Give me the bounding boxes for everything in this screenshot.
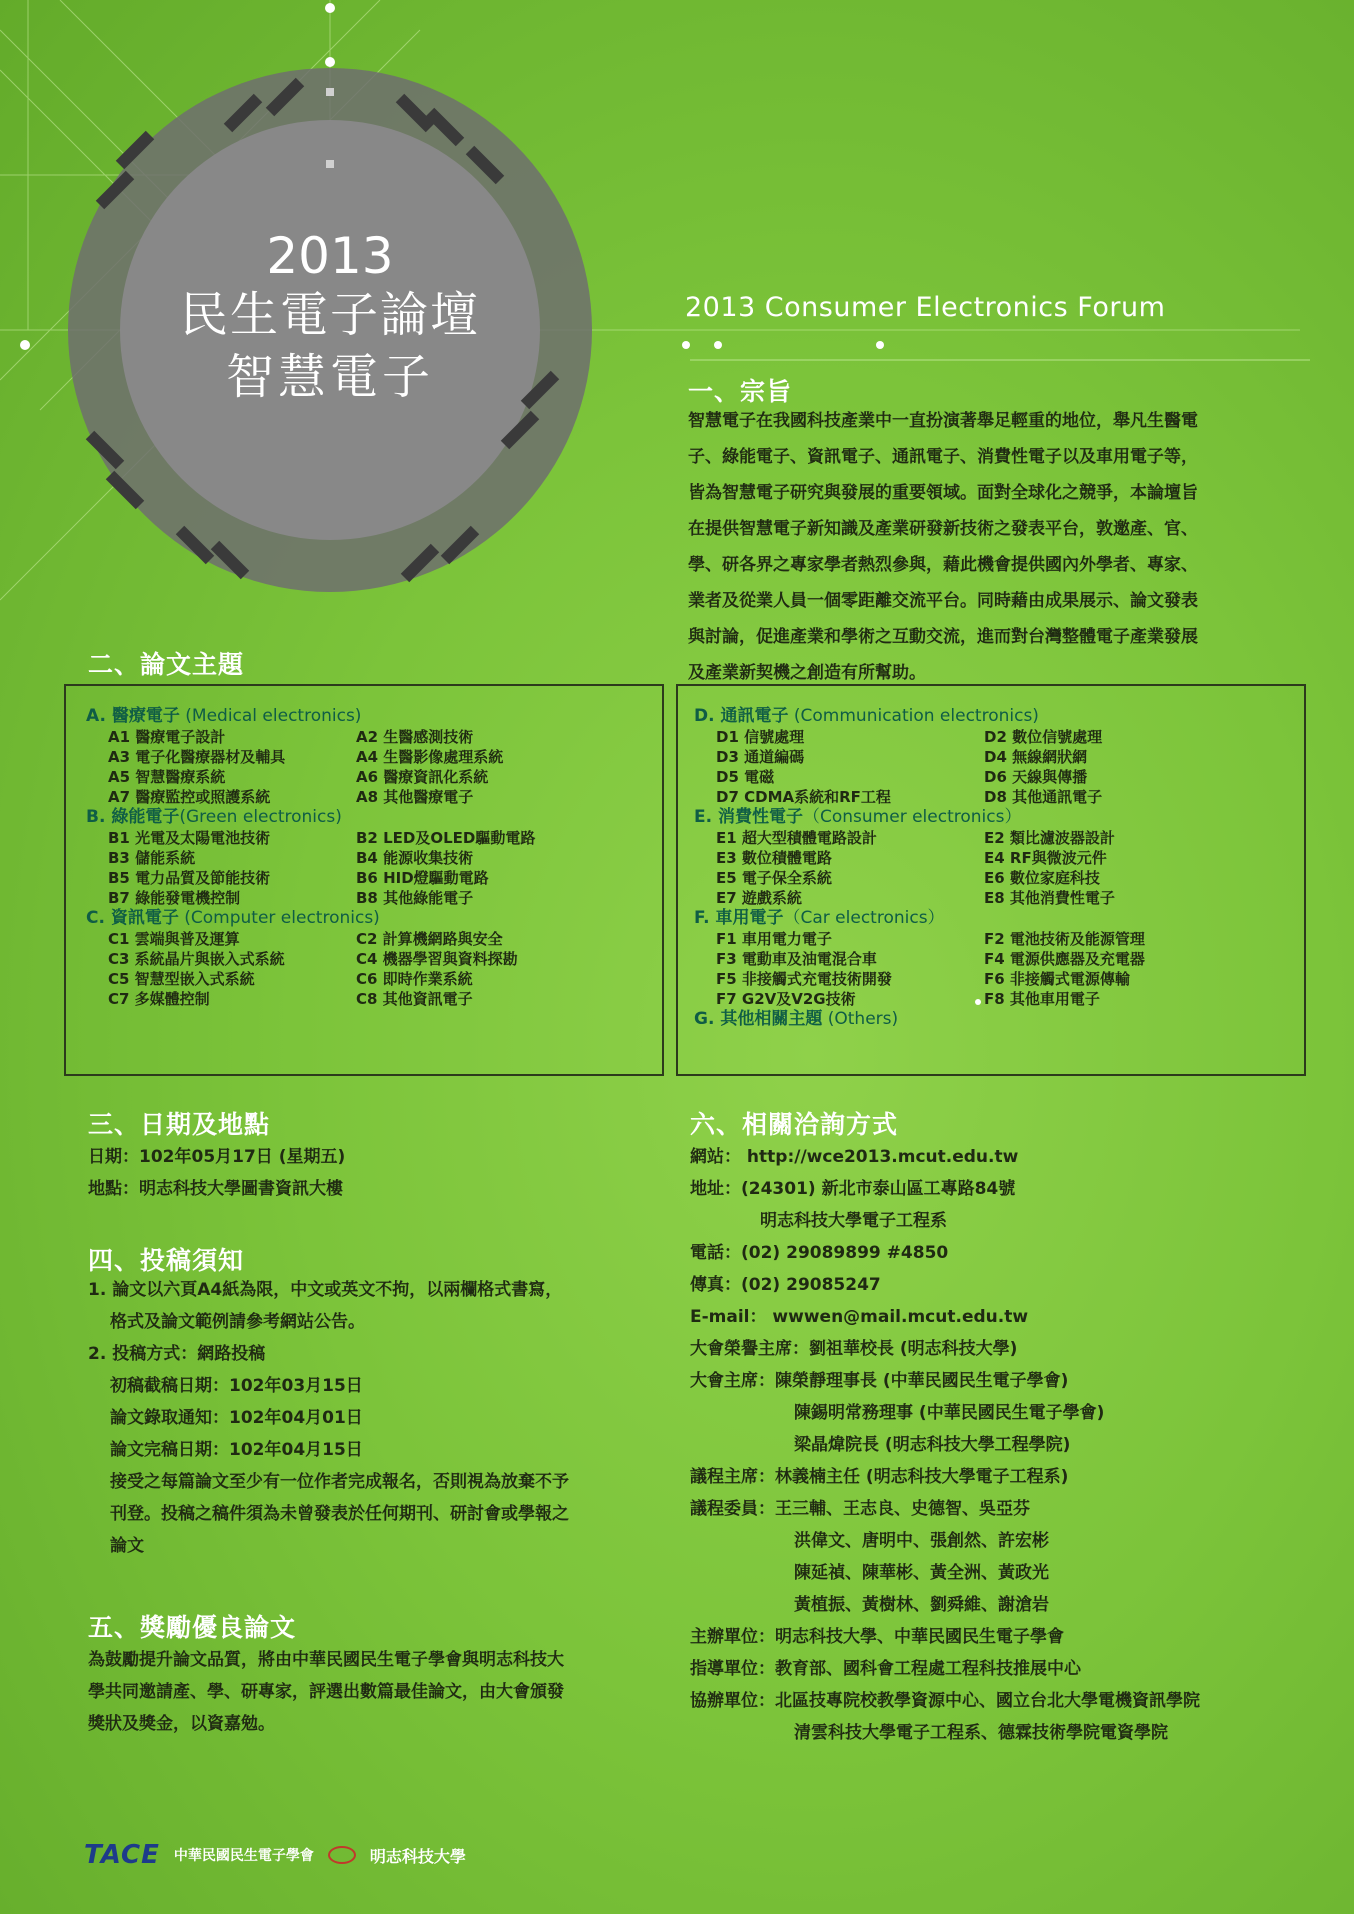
category-en: （Car electronics） <box>783 908 945 928</box>
topic-item: D2 數位信號處理 <box>984 728 1103 746</box>
category-zh: A. 醫療電子 <box>86 706 180 726</box>
award-line: 獎狀及獎金，以資嘉勉。 <box>88 1714 275 1734</box>
topic-item: D3 通道編碼 <box>716 748 805 766</box>
tace-logo: TACE <box>84 1840 160 1870</box>
topic-item: C4 機器學習與資料探勘 <box>356 950 518 968</box>
category-en: (Medical electronics) <box>179 706 362 726</box>
award-line: 學共同邀請產、學、研專家，評選出數篇最佳論文，由大會頒發 <box>88 1682 564 1702</box>
event-place: 地點：明志科技大學圖書資訊大樓 <box>88 1179 343 1199</box>
topic-item: A4 生醫影像處理系統 <box>356 748 504 766</box>
topic-item: C3 系統晶片與嵌入式系統 <box>108 950 285 968</box>
topic-item: F4 電源供應器及充電器 <box>984 950 1145 968</box>
topic-item: C5 智慧型嵌入式系統 <box>108 970 255 988</box>
submission-line: 2. 投稿方式：網路投稿 <box>88 1344 266 1364</box>
category-en: （Consumer electronics） <box>803 807 1022 827</box>
program-chair: 議程主席：林義楠主任 (明志科技大學電子工程系) <box>690 1467 1069 1487</box>
tace-name: 中華民國民生電子學會 <box>173 1848 314 1864</box>
purpose-heading: 一、宗旨 <box>688 377 793 406</box>
category-zh: C. 資訊電子 <box>86 908 179 928</box>
category-zh: F. 車用電子 <box>694 908 784 928</box>
topic-item: E1 超大型積體電路設計 <box>716 829 877 847</box>
submission-line: 論文完稿日期：102年04月15日 <box>110 1440 363 1460</box>
award-block <box>88 1644 564 1740</box>
topic-item: B5 電力品質及節能技術 <box>108 869 271 887</box>
topic-item: A3 電子化醫療器材及輔具 <box>108 748 286 766</box>
topic-item: B1 光電及太陽電池技術 <box>108 829 271 847</box>
purpose-line: 及產業新契機之創造有所幫助。 <box>688 663 926 683</box>
topic-item: B8 其他綠能電子 <box>356 889 474 907</box>
category-zh: B. 綠能電子 <box>86 807 180 827</box>
program-committee: 黃植振、黃樹林、劉舜維、謝滄岩 <box>794 1595 1049 1615</box>
co-organizer: 清雲科技大學電子工程系、德霖技術學院電資學院 <box>794 1723 1168 1743</box>
submission-line: 接受之每篇論文至少有一位作者完成報名，否則視為放棄不予 <box>110 1472 569 1492</box>
topic-item: C2 計算機網路與安全 <box>356 930 503 948</box>
submission-line: 格式及論文範例請參考網站公告。 <box>110 1312 365 1332</box>
contact-address-dept: 明志科技大學電子工程系 <box>760 1211 947 1231</box>
topic-item: F1 車用電力電子 <box>716 930 832 948</box>
purpose-line: 業者及從業人員一個零距離交流平台。同時藉由成果展示、論文發表 <box>688 591 1198 611</box>
topic-item: F3 電動車及油電混合車 <box>716 950 877 968</box>
submission-line: 論文 <box>110 1536 144 1556</box>
award-heading: 五、獎勵優良論文 <box>88 1613 297 1642</box>
topic-item: D1 信號處理 <box>716 728 805 746</box>
topic-item: A2 生醫感測技術 <box>356 728 474 746</box>
general-chair: 梁晶煒院長 (明志科技大學工程學院) <box>794 1435 1071 1455</box>
topic-item: E4 RF與微波元件 <box>984 849 1107 867</box>
topic-item: D7 CDMA系統和RF工程 <box>716 788 891 806</box>
topic-item: C1 雲端與普及運算 <box>108 930 240 948</box>
submission-block <box>88 1274 569 1562</box>
topic-item: E3 數位積體電路 <box>716 849 832 867</box>
event-date: 日期：102年05月17日 (星期五) <box>88 1147 346 1167</box>
topic-item: F8 其他車用電子 <box>984 990 1100 1008</box>
topic-category-f <box>694 908 1304 1009</box>
datetime-block <box>88 1141 345 1205</box>
program-committee: 議程委員：王三輔、王志良、史德智、吳亞芬 <box>690 1499 1030 1519</box>
contact-heading: 六、相關洽詢方式 <box>690 1110 899 1139</box>
organizer: 主辦單位：明志科技大學、中華民國民生電子學會 <box>690 1627 1064 1647</box>
category-zh: D. 通訊電子 <box>694 706 789 726</box>
topic-item: A1 醫療電子設計 <box>108 728 226 746</box>
topic-item: B2 LED及OLED驅動電路 <box>356 829 536 847</box>
topic-item: A7 醫療監控或照護系統 <box>108 788 271 806</box>
topic-item: F6 非接觸式電源傳輸 <box>984 970 1130 988</box>
topic-item: E2 類比濾波器設計 <box>984 829 1115 847</box>
purpose-line: 在提供智慧電子新知識及產業研發新技術之發表平台，敦邀產、官、 <box>688 519 1198 539</box>
topic-item: B3 儲能系統 <box>108 849 196 867</box>
datetime-heading: 三、日期及地點 <box>88 1110 271 1139</box>
topic-category-a <box>86 706 662 807</box>
submission-line: 初稿截稿日期：102年03月15日 <box>110 1376 363 1396</box>
purpose-line: 皆為智慧電子研究與發展的重要領域。面對全球化之競爭，本論壇旨 <box>688 483 1198 503</box>
topic-item: E8 其他消費性電子 <box>984 889 1115 907</box>
topic-item: D5 電磁 <box>716 768 775 786</box>
topic-category-b <box>86 807 662 908</box>
topic-item: F5 非接觸式充電技術開發 <box>716 970 892 988</box>
topic-item: D4 無線網狀網 <box>984 748 1088 766</box>
honorary-chair: 大會榮譽主席：劉祖華校長 (明志科技大學) <box>690 1339 1018 1359</box>
category-en: (Communication electronics) <box>788 706 1039 726</box>
purpose-line: 智慧電子在我國科技產業中一直扮演著舉足輕重的地位，舉凡生醫電 <box>688 411 1198 431</box>
topic-item: F7 G2V及V2G技術 <box>716 990 856 1008</box>
topic-item: D8 其他通訊電子 <box>984 788 1103 806</box>
topic-item: E6 數位家庭科技 <box>984 869 1100 887</box>
topic-category-c <box>86 908 662 1009</box>
co-organizer: 協辦單位：北區技專院校教學資源中心、國立台北大學電機資訊學院 <box>690 1691 1200 1711</box>
purpose-line: 學、研各界之專家學者熱烈參與，藉此機會提供國內外學者、專家、 <box>688 555 1198 575</box>
contact-phone: 電話：(02) 29089899 #4850 <box>690 1243 949 1263</box>
forum-title: 民生電子論壇 <box>179 287 480 343</box>
category-en: (Green electronics) <box>179 807 342 827</box>
footer-logos <box>84 1840 466 1870</box>
topics-box-right <box>676 684 1306 1076</box>
submission-line: 論文錄取通知：102年04月01日 <box>110 1408 363 1428</box>
topic-item: C8 其他資訊電子 <box>356 990 473 1008</box>
forum-subtitle-en: 2013 Consumer Electronics Forum <box>685 292 1166 323</box>
category-zh: G. 其他相關主題 <box>694 1009 823 1029</box>
contact-fax: 傳真：(02) 29085247 <box>690 1275 881 1295</box>
submission-line: 刊登。投稿之稿件須為未曾發表於任何期刊、研討會或學報之 <box>110 1504 569 1524</box>
advisor: 指導單位：教育部、國科會工程處工程科技推展中心 <box>690 1659 1081 1679</box>
program-committee: 洪偉文、唐明中、張創然、許宏彬 <box>794 1531 1049 1551</box>
mcut-name: 明志科技大學 <box>369 1846 466 1866</box>
general-chair: 大會主席：陳榮靜理事長 (中華民國民生電子學會) <box>690 1371 1069 1391</box>
topic-item: C7 多媒體控制 <box>108 990 210 1008</box>
category-en: (Others) <box>822 1009 899 1029</box>
general-chair: 陳錫明常務理事 (中華民國民生電子學會) <box>794 1403 1105 1423</box>
contact-block <box>690 1141 1200 1749</box>
submission-line: 1. 論文以六頁A4紙為限，中文或英文不拘，以兩欄格式書寫， <box>88 1280 563 1300</box>
topic-item: A5 智慧醫療系統 <box>108 768 226 786</box>
contact-website: 網站： http://wce2013.mcut.edu.tw <box>690 1147 1019 1167</box>
topic-category-e <box>694 807 1304 908</box>
category-zh: E. 消費性電子 <box>694 807 803 827</box>
purpose-text <box>688 403 1328 691</box>
forum-theme: 智慧電子 <box>225 349 434 405</box>
topic-item: E5 電子保全系統 <box>716 869 832 887</box>
topics-heading: 二、論文主題 <box>88 650 245 679</box>
contact-address: 地址：(24301) 新北市泰山區工專路84號 <box>690 1179 1016 1199</box>
category-en: (Computer electronics) <box>178 908 380 928</box>
purpose-line: 與討論，促進產業和學術之互動交流，進而對台灣整體電子產業發展 <box>688 627 1198 647</box>
topic-item: B4 能源收集技術 <box>356 849 474 867</box>
topic-item: F2 電池技術及能源管理 <box>984 930 1145 948</box>
title-block <box>130 228 530 408</box>
topic-item: E7 遊戲系統 <box>716 889 802 907</box>
purpose-line: 子、綠能電子、資訊電子、通訊電子、消費性電子以及車用電子等， <box>688 447 1198 467</box>
submission-heading: 四、投稿須知 <box>88 1246 245 1275</box>
program-committee: 陳延禎、陳華彬、黃全洲、黃政光 <box>794 1563 1049 1583</box>
topic-item: A6 醫療資訊化系統 <box>356 768 489 786</box>
topic-item: B6 HID燈驅動電路 <box>356 869 489 887</box>
topic-item: C6 即時作業系統 <box>356 970 473 988</box>
topic-item: D6 天線與傳播 <box>984 768 1088 786</box>
contact-email: E-mail： wwwen@mail.mcut.edu.tw <box>690 1307 1029 1327</box>
topic-item: A8 其他醫療電子 <box>356 788 474 806</box>
forum-year: 2013 <box>266 227 394 285</box>
award-line: 為鼓勵提升論文品質，將由中華民國民生電子學會與明志科技大 <box>88 1650 564 1670</box>
topic-category-g <box>694 1009 1304 1030</box>
mcut-emblem-icon <box>328 1846 356 1864</box>
topics-box-left <box>64 684 664 1076</box>
topic-category-d <box>694 706 1304 807</box>
topic-item: B7 綠能發電機控制 <box>108 889 241 907</box>
